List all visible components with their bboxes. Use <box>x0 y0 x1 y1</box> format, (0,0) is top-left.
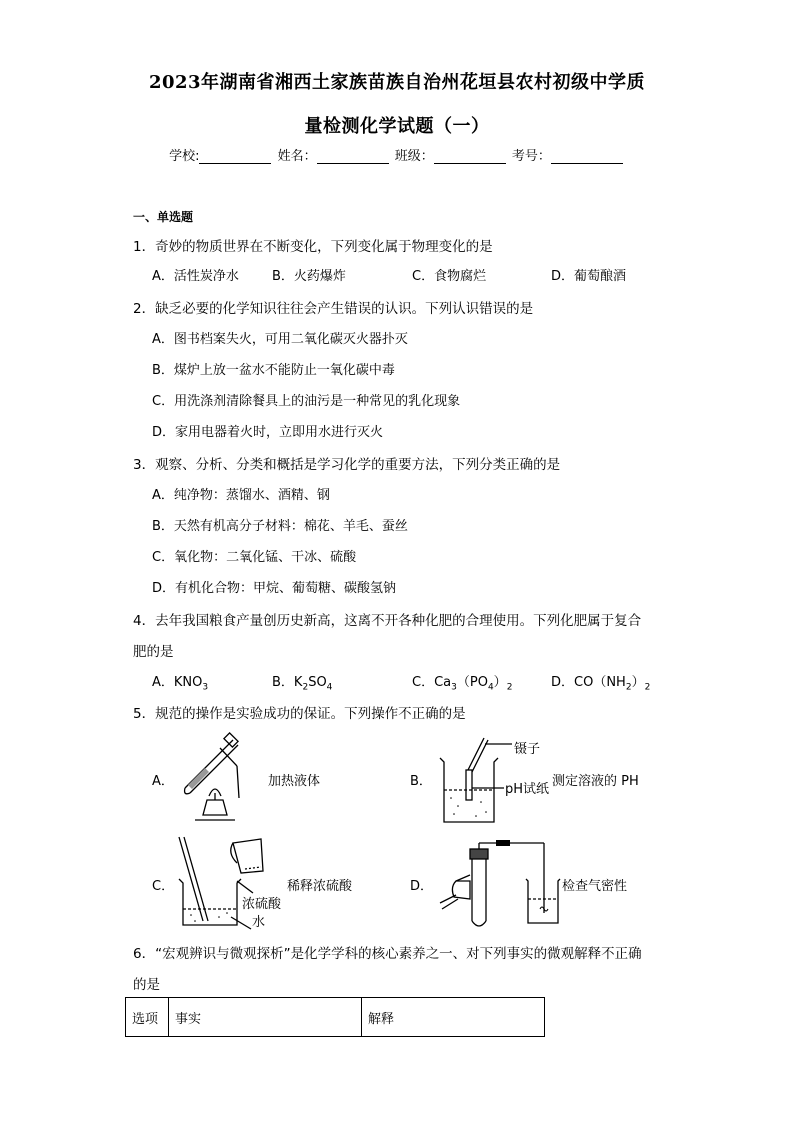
water-label: 水 <box>252 915 266 930</box>
q5-option-a-letter: A． <box>152 774 174 789</box>
q5-option-b-label: 测定溶液的 PH <box>552 774 639 789</box>
q2-option-b: B．煤炉上放一盆水不能防止一氧化碳中毒 <box>152 363 395 378</box>
name-label: 姓名： <box>277 149 317 164</box>
q2-option-d: D．家用电器着火时，立即用水进行灭火 <box>152 425 384 440</box>
q5-option-d-label: 检查气密性 <box>562 879 628 894</box>
q4-option-b: B．$K_2SO_4$ <box>272 675 333 693</box>
q5-option-c-label: 稀释浓硫酸 <box>287 879 353 894</box>
table-header-fact: 事实 <box>169 998 362 1037</box>
question-5-stem: 5．规范的操作是实验成功的保证。下列操作不正确的是 <box>133 706 466 722</box>
exam-no-label: 考号： <box>511 149 551 164</box>
q1-option-c: C．食物腐烂 <box>412 269 487 284</box>
question-3-stem: 3．观察、分析、分类和概括是学习化学的重要方法，下列分类正确的是 <box>133 457 561 473</box>
table-header-option: 选项 <box>126 998 169 1037</box>
question-4-stem-line1: 4．去年我国粮食产量创历史新高，这离不开各种化肥的合理使用。下列化肥属于复合 <box>133 613 642 629</box>
section-heading: 一、单选题 <box>133 210 194 224</box>
exam-title-line2: 量检测化学试题（一） <box>304 116 490 137</box>
q3-option-d: D．有机化合物：甲烷、葡萄糖、碳酸氢钠 <box>152 581 397 596</box>
q4-option-a: A．$KNO_3$ <box>152 675 209 693</box>
ph-test-illustration <box>436 736 516 828</box>
question-6-table <box>125 997 545 1037</box>
q4-option-c: C．$Ca_3(PO_4)_2$ <box>412 675 513 693</box>
concentrated-acid-label: 浓硫酸 <box>242 897 282 912</box>
q1-option-b: B．火药爆炸 <box>272 269 346 284</box>
q1-option-a: A．活性炭净水 <box>152 269 239 284</box>
exam-title-line1: 2023年湖南省湘西土家族苗族自治州花垣县农村初级中学质 <box>148 72 646 93</box>
name-blank <box>317 151 389 164</box>
question-6-stem-line1: 6．“宏观辨识与微观探析”是化学学科的核心素养之一、对下列事实的微观解释不正确 <box>133 946 642 962</box>
school-label: 学校: <box>169 149 200 164</box>
school-blank <box>199 151 271 164</box>
question-6-stem-line2: 的是 <box>133 977 160 993</box>
q3-option-c: C．氧化物：二氧化锰、干冰、硫酸 <box>152 550 357 565</box>
q3-option-a: A．纯净物：蒸馏水、酒精、钢 <box>152 488 330 503</box>
q1-option-d: D．葡萄酿酒 <box>551 269 627 284</box>
question-1-stem: 1．奇妙的物质世界在不断变化，下列变化属于物理变化的是 <box>133 239 493 255</box>
heating-liquid-illustration <box>175 730 260 825</box>
question-2-stem: 2．缺乏必要的化学知识往往会产生错误的认识。下列认识错误的是 <box>133 301 534 317</box>
q5-option-b-letter: B． <box>410 774 432 789</box>
class-label: 班级： <box>394 149 434 164</box>
q3-option-b: B．天然有机高分子材料：棉花、羊毛、蚕丝 <box>152 519 408 534</box>
airtightness-check-illustration <box>436 835 566 930</box>
tweezers-label: 镊子 <box>514 742 541 757</box>
student-info-row <box>0 145 794 164</box>
table-header-explanation: 解释 <box>362 998 545 1037</box>
q2-option-c: C．用洗涤剂清除餐具上的油污是一种常见的乳化现象 <box>152 394 461 409</box>
exam-no-blank <box>551 151 623 164</box>
question-4-stem-line2: 肥的是 <box>133 644 174 660</box>
table-header-row <box>126 998 545 1037</box>
q5-option-c-letter: C． <box>152 879 175 894</box>
class-blank <box>434 151 506 164</box>
q4-option-d: D．$CO(NH_2)_2$ <box>551 675 651 693</box>
q5-option-a-label: 加热液体 <box>268 774 321 789</box>
ph-paper-label: pH试纸 <box>505 782 550 797</box>
q2-option-a: A．图书档案失火，可用二氧化碳灭火器扑灭 <box>152 332 408 347</box>
q5-option-d-letter: D． <box>410 879 434 894</box>
